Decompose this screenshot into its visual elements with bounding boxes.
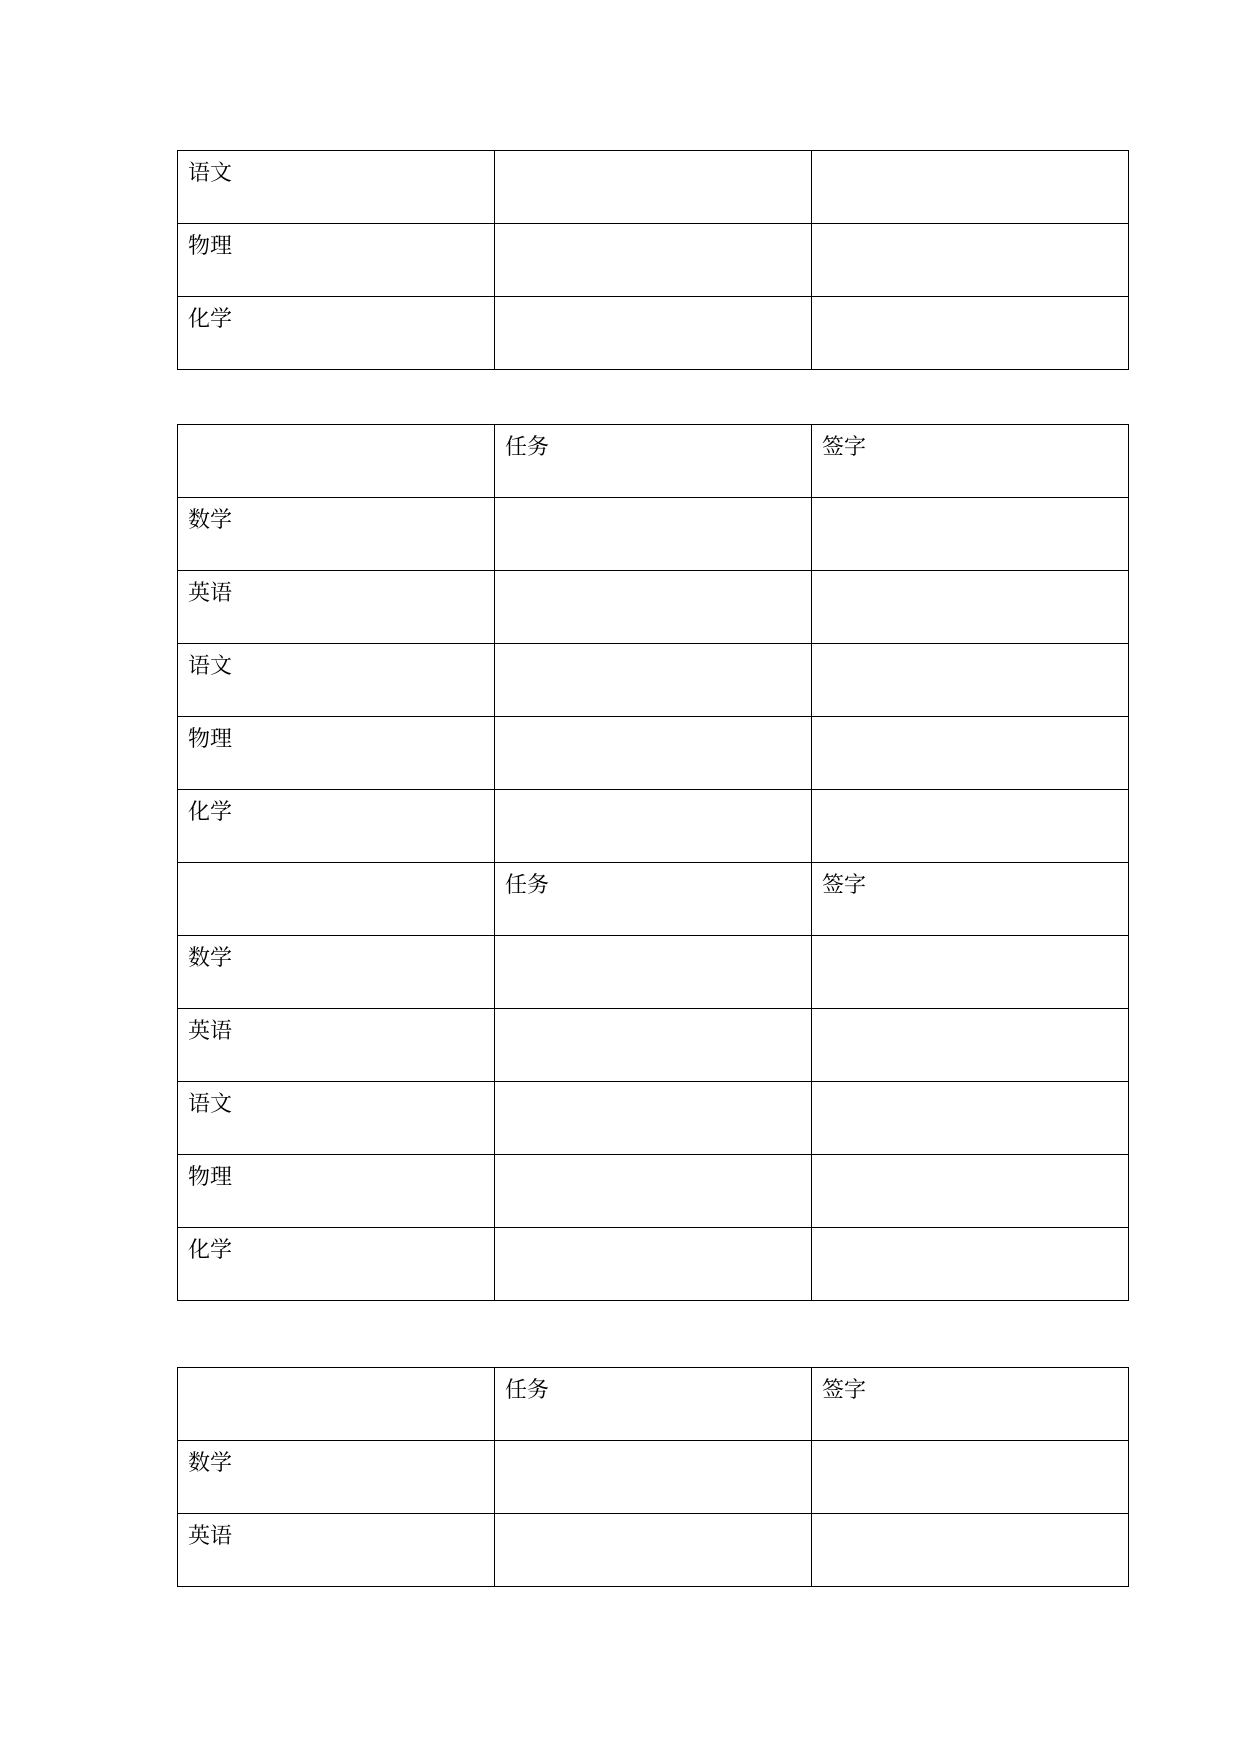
- subject-cell: 化学: [178, 1228, 495, 1301]
- schedule-table-3: [177, 1367, 1129, 1587]
- table-row: [178, 151, 1129, 224]
- signature-cell: [812, 1441, 1129, 1514]
- task-cell: 任务: [495, 425, 812, 498]
- subject-cell: 数学: [178, 1441, 495, 1514]
- subject-cell: 化学: [178, 297, 495, 370]
- signature-cell: [812, 1228, 1129, 1301]
- task-cell: [495, 717, 812, 790]
- table-row: [178, 224, 1129, 297]
- table-row: [178, 571, 1129, 644]
- task-cell: [495, 1082, 812, 1155]
- signature-cell: [812, 1009, 1129, 1082]
- table-row: [178, 644, 1129, 717]
- subject-cell: 英语: [178, 1009, 495, 1082]
- task-cell: [495, 224, 812, 297]
- table-body: [178, 151, 1129, 370]
- subject-cell: 数学: [178, 498, 495, 571]
- table-row: [178, 1155, 1129, 1228]
- task-cell: [495, 1155, 812, 1228]
- table-row: [178, 863, 1129, 936]
- subject-cell: 数学: [178, 936, 495, 1009]
- task-cell: [495, 644, 812, 717]
- subject-cell: 英语: [178, 571, 495, 644]
- signature-cell: [812, 1514, 1129, 1587]
- subject-cell: 物理: [178, 1155, 495, 1228]
- table-row: [178, 1441, 1129, 1514]
- signature-cell: 签字: [812, 1368, 1129, 1441]
- signature-cell: [812, 936, 1129, 1009]
- schedule-table-2: [177, 424, 1129, 1301]
- table-row: [178, 936, 1129, 1009]
- task-cell: [495, 1514, 812, 1587]
- table-row: [178, 1082, 1129, 1155]
- task-cell: [495, 1228, 812, 1301]
- table-row: [178, 1228, 1129, 1301]
- task-cell: 任务: [495, 863, 812, 936]
- task-cell: [495, 1441, 812, 1514]
- signature-cell: [812, 571, 1129, 644]
- subject-cell: 语文: [178, 644, 495, 717]
- signature-cell: [812, 1155, 1129, 1228]
- table-row: [178, 1009, 1129, 1082]
- signature-cell: [812, 151, 1129, 224]
- task-cell: 任务: [495, 1368, 812, 1441]
- signature-cell: 签字: [812, 863, 1129, 936]
- table-row: [178, 790, 1129, 863]
- signature-cell: [812, 717, 1129, 790]
- signature-cell: [812, 1082, 1129, 1155]
- task-cell: [495, 790, 812, 863]
- table-row: [178, 425, 1129, 498]
- table-row: [178, 1514, 1129, 1587]
- table-row: [178, 717, 1129, 790]
- subject-cell: 语文: [178, 1082, 495, 1155]
- task-cell: [495, 571, 812, 644]
- subject-cell: [178, 1368, 495, 1441]
- subject-cell: 化学: [178, 790, 495, 863]
- signature-cell: [812, 224, 1129, 297]
- task-cell: [495, 297, 812, 370]
- table-body: [178, 425, 1129, 1301]
- schedule-table-1: [177, 150, 1129, 370]
- signature-cell: [812, 644, 1129, 717]
- signature-cell: [812, 297, 1129, 370]
- task-cell: [495, 1009, 812, 1082]
- table-row: [178, 1368, 1129, 1441]
- task-cell: [495, 151, 812, 224]
- subject-cell: 英语: [178, 1514, 495, 1587]
- subject-cell: 物理: [178, 717, 495, 790]
- table-row: [178, 297, 1129, 370]
- subject-cell: 物理: [178, 224, 495, 297]
- signature-cell: [812, 790, 1129, 863]
- signature-cell: [812, 498, 1129, 571]
- subject-cell: 语文: [178, 151, 495, 224]
- table-row: [178, 498, 1129, 571]
- subject-cell: [178, 863, 495, 936]
- signature-cell: 签字: [812, 425, 1129, 498]
- task-cell: [495, 936, 812, 1009]
- table-body: [178, 1368, 1129, 1587]
- task-cell: [495, 498, 812, 571]
- subject-cell: [178, 425, 495, 498]
